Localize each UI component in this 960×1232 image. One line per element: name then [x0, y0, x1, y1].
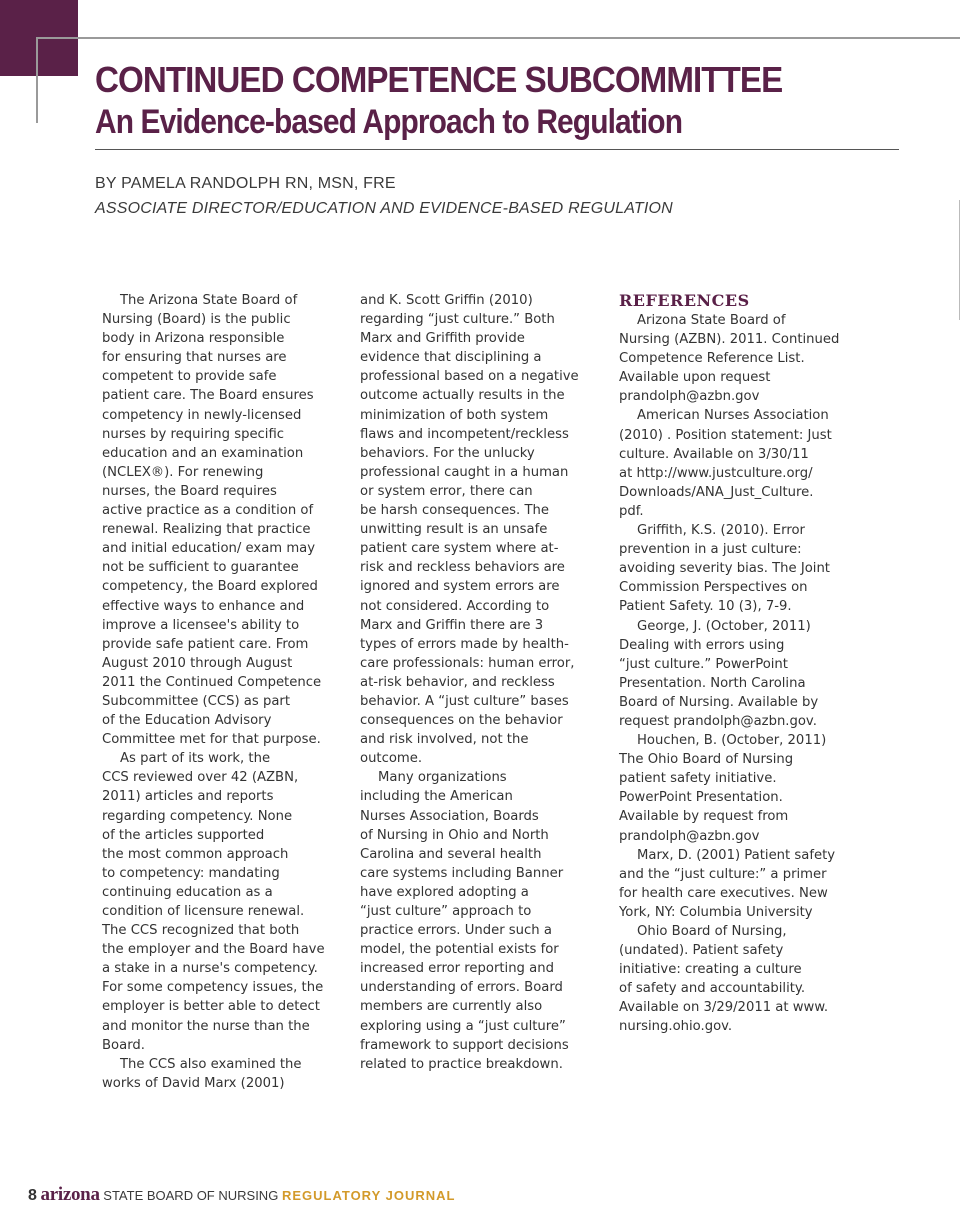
- text-line: evidence that disciplining a: [360, 350, 542, 366]
- text-line: competent to provide safe: [102, 369, 277, 385]
- text-line: body in Arizona responsible: [102, 331, 285, 347]
- text-line: effective ways to enhance and: [102, 598, 305, 614]
- text-line: 2011) articles and reports: [102, 789, 274, 805]
- reference-line: Ohio Board of Nursing,: [637, 924, 787, 939]
- text-line: of the articles supported: [102, 827, 265, 843]
- reference-line: and the “just culture:” a primer: [619, 866, 827, 882]
- reference-line: for health care executives. New: [619, 885, 828, 901]
- reference-line: pdf.: [619, 503, 644, 519]
- text-line: The CCS also examined the: [120, 1056, 302, 1072]
- page-footer: [28, 1184, 455, 1206]
- text-line: be harsh consequences. The: [360, 503, 549, 519]
- text-line: patient care. The Board ensures: [102, 388, 314, 404]
- text-line: works of David Marx (2001): [102, 1075, 285, 1091]
- text-line: patient care system where at-: [360, 541, 559, 557]
- reference-line: prevention in a just culture:: [619, 542, 802, 558]
- text-line: flaws and incompetent/reckless: [360, 426, 569, 442]
- reference-line: The Ohio Board of Nursing: [619, 752, 794, 768]
- text-line: As part of its work, the: [120, 751, 271, 767]
- author-title: ASSOCIATE DIRECTOR/EDUCATION AND EVIDENCE-BASED REGULATION: [95, 200, 673, 217]
- text-line: condition of licensure renewal.: [102, 904, 305, 919]
- reference-line: prandolph@azbn.gov: [619, 389, 760, 405]
- text-line: related to practice breakdown.: [360, 1056, 563, 1072]
- references-column: [619, 291, 864, 1037]
- text-line: Board.: [102, 1037, 145, 1053]
- text-line: continuing education as a: [102, 884, 273, 900]
- text-line: not be sufficient to guarantee: [102, 560, 299, 576]
- reference-line: Available upon request: [619, 370, 771, 386]
- reference-line: Presentation. North Carolina: [619, 675, 806, 691]
- text-line: Carolina and several health: [360, 846, 542, 862]
- text-line: Subcommittee (CCS) as part: [102, 693, 290, 709]
- reference-line: George, J. (October, 2011): [637, 618, 811, 634]
- text-line: of Nursing in Ohio and North: [360, 827, 549, 843]
- reference-line: of safety and accountability.: [619, 981, 806, 997]
- text-line: minimization of both system: [360, 407, 549, 423]
- text-line: and risk involved, not the: [360, 732, 529, 748]
- text-line: nurses, the Board requires: [102, 483, 277, 499]
- text-line: regarding “just culture.” Both: [360, 312, 555, 328]
- reference-line: Houchen, B. (October, 2011): [637, 733, 827, 749]
- reference-line: culture. Available on 3/30/11: [619, 446, 809, 462]
- text-line: professional based on a negative: [360, 369, 579, 385]
- reference-line: Commission Perspectives on: [619, 580, 808, 596]
- text-line: August 2010 through August: [102, 655, 293, 671]
- reference-line: Marx, D. (2001) Patient safety: [637, 847, 836, 863]
- reference-line: Board of Nursing. Available by: [619, 694, 819, 710]
- page-number: 8: [28, 1187, 37, 1204]
- reference-line: patient safety initiative.: [619, 771, 777, 787]
- text-line: ignored and system errors are: [360, 579, 560, 595]
- text-line: employer is better able to detect: [102, 999, 320, 1015]
- text-line: education and an examination: [102, 445, 304, 461]
- reference-line: Competence Reference List.: [619, 351, 805, 367]
- text-line: Marx and Griffin there are 3: [360, 617, 544, 633]
- text-line: regarding competency. None: [102, 808, 293, 824]
- left-rule: [36, 37, 38, 123]
- text-line: outcome.: [360, 751, 423, 767]
- text-line: including the American: [360, 789, 513, 805]
- text-line: and initial education/ exam may: [102, 541, 316, 557]
- reference-line: Nursing (AZBN). 2011. Continued: [619, 332, 840, 348]
- brand-logo-text: arizona: [40, 1184, 100, 1205]
- text-line: outcome actually results in the: [360, 388, 565, 404]
- reference-line: (undated). Patient safety: [619, 943, 784, 959]
- text-line: CCS reviewed over 42 (AZBN,: [102, 770, 299, 786]
- text-line: competency, the Board explored: [102, 579, 318, 595]
- reference-line: request prandolph@azbn.gov.: [619, 713, 817, 729]
- text-line: have explored adopting a: [360, 884, 529, 900]
- text-line: understanding of errors. Board: [360, 980, 563, 996]
- reference-line: PowerPoint Presentation.: [619, 790, 783, 806]
- text-line: unwitting result is an unsafe: [360, 522, 548, 538]
- text-line: not considered. According to: [360, 598, 550, 614]
- footer-org: STATE BOARD OF NURSING: [103, 1188, 279, 1203]
- text-line: exploring using a “just culture”: [360, 1018, 566, 1034]
- text-line: Many organizations: [378, 770, 507, 786]
- text-line: types of errors made by health-: [360, 636, 569, 652]
- reference-line: Available on 3/29/2011 at www.: [619, 1000, 829, 1016]
- body-column-2: [360, 291, 602, 1074]
- footer-journal: REGULATORY JOURNAL: [281, 1188, 456, 1203]
- article-subtitle: An Evidence-based Approach to Regulation: [95, 103, 683, 141]
- text-line: care professionals: human error,: [360, 655, 575, 671]
- text-line: The Arizona State Board of: [120, 293, 298, 308]
- text-line: 2011 the Continued Competence: [102, 674, 322, 690]
- text-line: competency in newly-licensed: [102, 407, 302, 423]
- body-column-1: [102, 291, 342, 1093]
- title-divider: [95, 149, 899, 150]
- text-line: Nursing (Board) is the public: [102, 312, 291, 328]
- text-line: model, the potential exists for: [360, 942, 559, 958]
- text-line: renewal. Realizing that practice: [102, 522, 311, 538]
- text-line: “just culture” approach to: [360, 904, 532, 919]
- text-line: for ensuring that nurses are: [102, 350, 287, 366]
- references-heading: REFERENCES: [619, 291, 750, 310]
- text-line: the most common approach: [102, 846, 289, 862]
- text-line: at-risk behavior, and reckless: [360, 674, 555, 690]
- reference-line: Griffith, K.S. (2010). Error: [637, 523, 805, 539]
- text-line: of the Education Advisory: [102, 713, 272, 729]
- text-line: active practice as a condition of: [102, 503, 314, 519]
- text-line: members are currently also: [360, 999, 543, 1015]
- text-line: behaviors. For the unlucky: [360, 445, 535, 461]
- text-line: consequences on the behavior: [360, 713, 563, 729]
- reference-line: nursing.ohio.gov.: [619, 1019, 733, 1035]
- text-line: Nurses Association, Boards: [360, 808, 539, 824]
- reference-line: Downloads/ANA_Just_Culture.: [619, 484, 814, 500]
- reference-line: Patient Safety. 10 (3), 7-9.: [619, 599, 792, 615]
- reference-line: Arizona State Board of: [637, 313, 786, 328]
- reference-line: Dealing with errors using: [619, 637, 785, 653]
- references-list: [619, 311, 864, 1037]
- text-line: Committee met for that purpose.: [102, 732, 321, 748]
- text-line: to competency: mandating: [102, 865, 280, 881]
- reference-line: prandolph@azbn.gov: [619, 828, 760, 844]
- text-line: For some competency issues, the: [102, 980, 324, 996]
- reference-line: “just culture.” PowerPoint: [619, 656, 788, 672]
- text-line: risk and reckless behaviors are: [360, 560, 565, 576]
- text-line: (NCLEX®). For renewing: [102, 464, 264, 480]
- reference-line: Available by request from: [619, 809, 789, 825]
- reference-line: initiative: creating a culture: [619, 962, 802, 978]
- reference-line: American Nurses Association: [637, 408, 829, 424]
- text-line: care systems including Banner: [360, 865, 564, 881]
- text-line: behavior. A “just culture” bases: [360, 693, 569, 709]
- article-title: CONTINUED COMPETENCE SUBCOMMITTEE: [95, 59, 783, 100]
- reference-line: York, NY: Columbia University: [619, 904, 813, 920]
- top-rule: [36, 37, 960, 39]
- author-byline: BY PAMELA RANDOLPH RN, MSN, FRE: [95, 175, 396, 192]
- text-line: framework to support decisions: [360, 1037, 569, 1053]
- text-line: nurses by requiring specific: [102, 426, 285, 442]
- text-line: and K. Scott Griffin (2010): [360, 293, 533, 308]
- text-line: Marx and Griffith provide: [360, 331, 525, 347]
- text-line: a stake in a nurse's competency.: [102, 961, 318, 977]
- text-line: or system error, there can: [360, 483, 533, 499]
- reference-line: avoiding severity bias. The Joint: [619, 561, 830, 577]
- text-line: increased error reporting and: [360, 961, 554, 977]
- reference-line: (2010) . Position statement: Just: [619, 427, 832, 443]
- text-line: provide safe patient care. From: [102, 636, 309, 652]
- reference-line: at http://www.justculture.org/: [619, 465, 813, 481]
- text-line: professional caught in a human: [360, 464, 569, 480]
- text-line: The CCS recognized that both: [102, 923, 300, 939]
- text-line: the employer and the Board have: [102, 942, 325, 958]
- text-line: improve a licensee's ability to: [102, 617, 300, 633]
- text-line: and monitor the nurse than the: [102, 1018, 310, 1034]
- text-line: practice errors. Under such a: [360, 923, 552, 939]
